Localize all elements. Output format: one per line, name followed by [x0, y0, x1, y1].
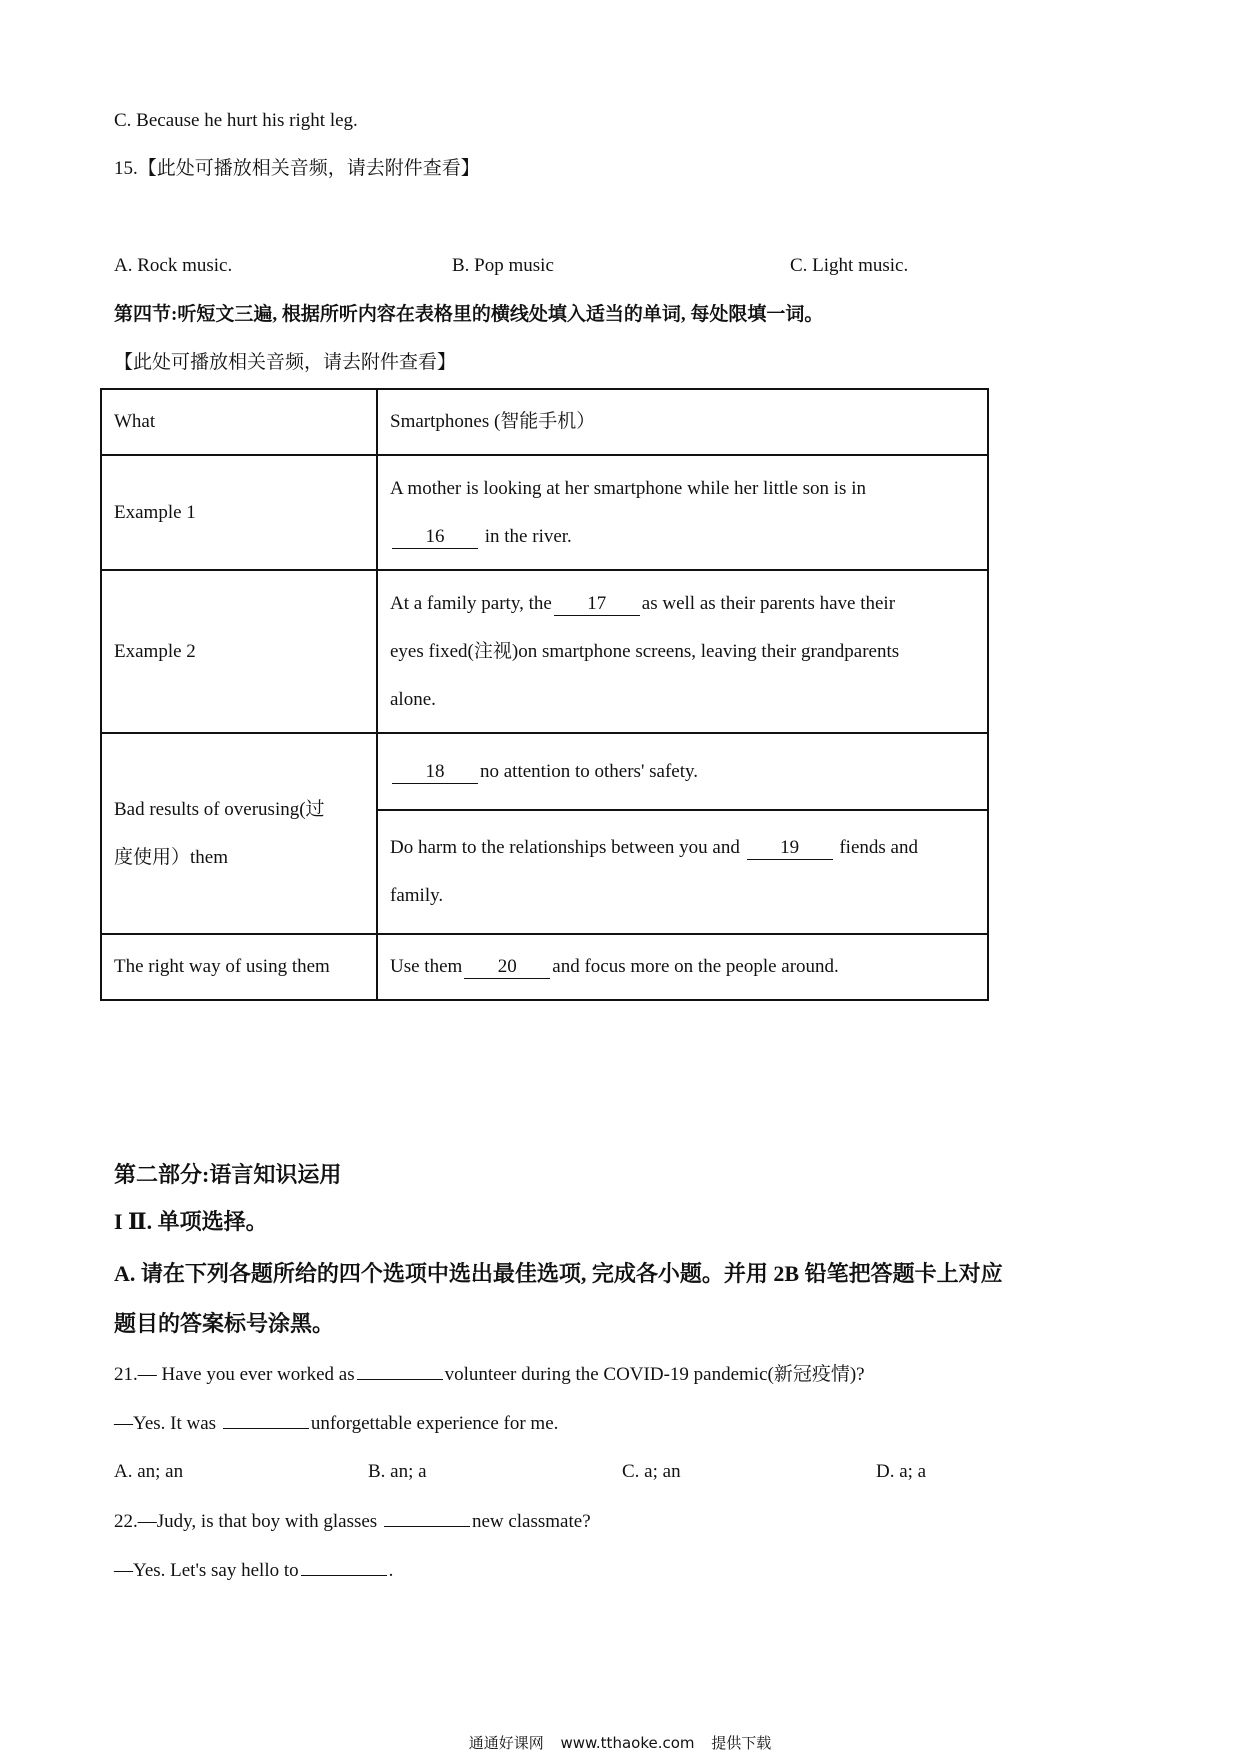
- q22-text: —Yes. Let's say hello to: [114, 1560, 299, 1581]
- q21-text: volunteer during the COVID-19 pandemic(新冠疫情)?: [444, 1364, 865, 1385]
- q21-text: —Yes. It was: [114, 1413, 217, 1434]
- q21-line1: [114, 1361, 865, 1388]
- table-cell-label: What: [101, 389, 377, 455]
- q21-blank-2[interactable]: [223, 1410, 309, 1429]
- part2-subheading: I Ⅱ. 单项选择。: [114, 1209, 268, 1234]
- q21-option-a: A. an; an: [114, 1461, 184, 1482]
- table-cell-content: [377, 570, 988, 733]
- cell-text: as well as their parents have their: [641, 592, 896, 614]
- footer-url[interactable]: www.tthaoke.com: [560, 1734, 695, 1752]
- table-cell-content: [377, 934, 988, 1000]
- cell-text: in the river.: [484, 525, 572, 547]
- cell-text: Use them: [390, 956, 463, 977]
- q15-option-c: C. Light music.: [790, 255, 909, 276]
- cell-text-line: [390, 580, 975, 628]
- blank-18[interactable]: 18: [392, 761, 478, 784]
- cell-text: Do harm to the relationships between you and: [390, 837, 740, 858]
- blank-17[interactable]: 17: [554, 593, 640, 616]
- table-cell-content: [377, 810, 988, 934]
- table-row: [101, 733, 988, 810]
- q21-text: 21.— Have you ever worked as: [114, 1364, 355, 1385]
- q15-option-a: A. Rock music.: [114, 255, 233, 276]
- q22-line2: [114, 1557, 393, 1584]
- blank-20[interactable]: 20: [464, 956, 550, 979]
- page-footer: [0, 1732, 1240, 1753]
- table-cell-label: Example 2: [101, 570, 377, 733]
- q22-blank-1[interactable]: [384, 1508, 470, 1527]
- table-row: [101, 934, 988, 1000]
- table-row: [101, 455, 988, 570]
- part2-instruction-line2: 题目的答案标号涂黑。: [114, 1311, 335, 1336]
- q21-option-d: D. a; a: [876, 1461, 927, 1482]
- table-cell-label: [101, 733, 377, 934]
- cell-text-line: family.: [390, 885, 444, 906]
- q22-blank-2[interactable]: [301, 1557, 387, 1576]
- q21-text: unforgettable experience for me.: [310, 1413, 559, 1434]
- q21-line2: [114, 1410, 558, 1437]
- q22-text: .: [388, 1560, 394, 1581]
- table-cell-label: The right way of using them: [101, 934, 377, 1000]
- table-cell-content: Smartphones (智能手机）: [377, 389, 988, 455]
- cell-text-line: [390, 513, 975, 561]
- section4-audio-note: 【此处可播放相关音频，请去附件查看】: [114, 352, 457, 373]
- footer-site-name: 通通好课网: [468, 1734, 544, 1752]
- q21-option-c: C. a; an: [622, 1461, 681, 1482]
- cell-text: no attention to others' safety.: [480, 760, 698, 782]
- part2-instruction-line1: A. 请在下列各题所给的四个选项中选出最佳选项, 完成各小题。并用 2B 铅笔把答题卡上对应: [114, 1261, 1003, 1286]
- q22-text: 22.—Judy, is that boy with glasses: [114, 1511, 378, 1532]
- table-cell-content: [377, 455, 988, 570]
- cell-text-line: Bad results of overusing(过: [114, 798, 325, 820]
- cell-text: and focus more on the people around.: [552, 956, 839, 977]
- table-row: [101, 389, 988, 455]
- table-cell-content: [377, 733, 988, 810]
- section4-heading: 第四节:听短文三遍, 根据所听内容在表格里的横线处填入适当的单词, 每处限填一词。: [114, 304, 824, 325]
- blank-16[interactable]: 16: [392, 526, 478, 549]
- cell-text-line: [390, 824, 975, 872]
- q21-option-b: B. an; a: [368, 1461, 427, 1482]
- cell-text-line: eyes fixed(注视)on smartphone screens, leaving their grandparents: [390, 640, 900, 662]
- q15-prompt: 15.【此处可播放相关音频，请去附件查看】: [114, 158, 480, 179]
- part2-heading: 第二部分:语言知识运用: [114, 1162, 342, 1187]
- cell-text-line: alone.: [390, 688, 436, 710]
- footer-suffix: 提供下载: [711, 1734, 772, 1752]
- table-cell-label: Example 1: [101, 455, 377, 570]
- fill-in-table: [100, 388, 989, 1001]
- q21-blank-1[interactable]: [357, 1361, 443, 1380]
- q22-text: new classmate?: [471, 1511, 591, 1532]
- blank-19[interactable]: 19: [747, 837, 833, 860]
- q22-line1: [114, 1508, 591, 1535]
- table-row: [101, 570, 988, 733]
- cell-text-line: A mother is looking at her smartphone while her little son is in: [390, 477, 866, 499]
- q14-option-c: C. Because he hurt his right leg.: [114, 110, 358, 131]
- cell-text: fiends and: [839, 837, 918, 858]
- q15-option-b: B. Pop music: [452, 255, 554, 276]
- cell-text-line: 度使用）them: [114, 846, 228, 868]
- cell-text: At a family party, the: [390, 592, 552, 614]
